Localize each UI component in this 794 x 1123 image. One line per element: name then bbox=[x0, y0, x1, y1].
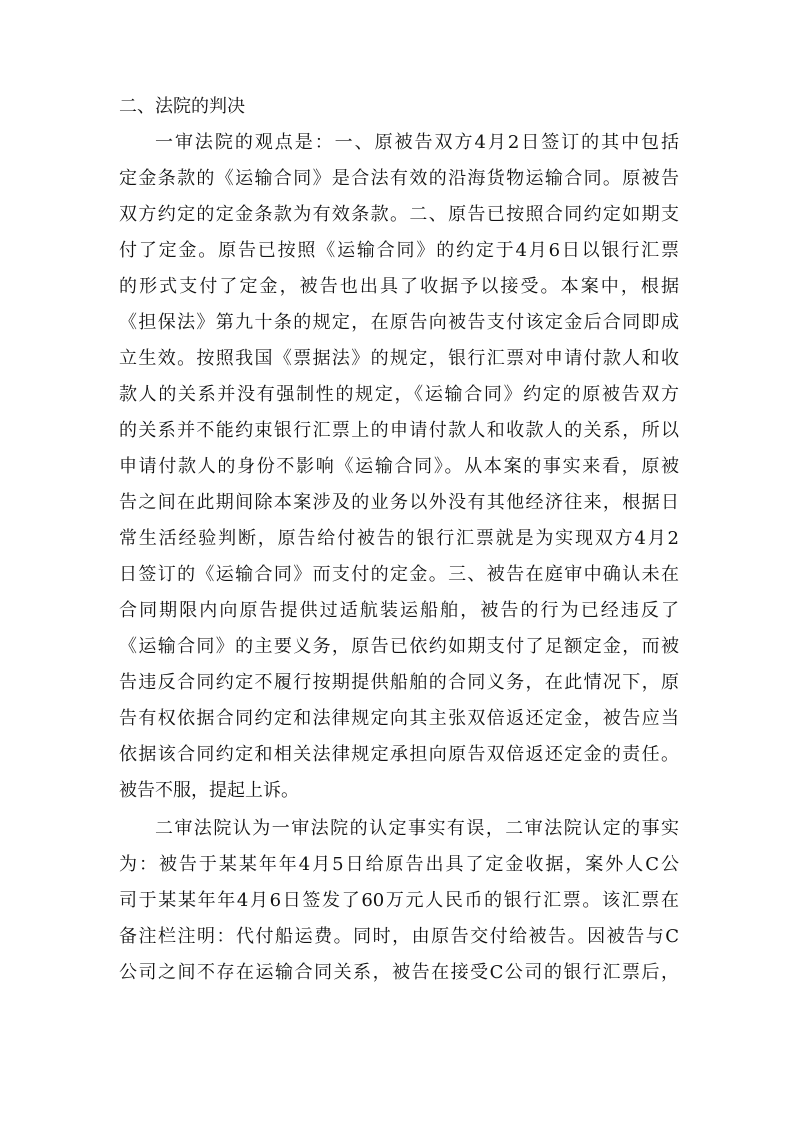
paragraph-line: 告有权依据合同约定和法律规定向其主张双倍返还定金，被告应当 bbox=[119, 708, 679, 729]
paragraph-line: 付了定金。原告已按照《运输合同》的约定于4月6日以银行汇票 bbox=[119, 240, 679, 261]
paragraph-line: 定金条款的《运输合同》是合法有效的沿海货物运输合同。原被告 bbox=[119, 168, 679, 189]
paragraph-line: 一审法院的观点是：一、原被告双方4月2日签订的其中包括 bbox=[155, 132, 679, 153]
paragraph-line: 日签订的《运输合同》而支付的定金。三、被告在庭审中确认未在 bbox=[119, 564, 679, 585]
paragraph-line: 申请付款人的身份不影响《运输合同》。从本案的事实来看，原被 bbox=[119, 456, 679, 477]
paragraph-line: 常生活经验判断，原告给付被告的银行汇票就是为实现双方4月2 bbox=[119, 528, 679, 549]
paragraph-line: 《运输合同》的主要义务，原告已依约如期支付了足额定金，而被 bbox=[119, 636, 679, 657]
paragraph-line: 《担保法》第九十条的规定，在原告向被告支付该定金后合同即成 bbox=[119, 312, 679, 333]
paragraph-line: 备注栏注明：代付船运费。同时，由原告交付给被告。因被告与C bbox=[119, 926, 679, 947]
paragraph-line: 二审法院认为一审法院的认定事实有误，二审法院认定的事实 bbox=[155, 818, 679, 839]
paragraph-line: 双方约定的定金条款为有效条款。二、原告已按照合同约定如期支 bbox=[119, 204, 679, 225]
paragraph-line: 为：被告于某某年年4月5日给原告出具了定金收据，案外人C公 bbox=[119, 854, 679, 875]
paragraph-line: 立生效。按照我国《票据法》的规定，银行汇票对申请付款人和收 bbox=[119, 348, 679, 369]
paragraph-line: 告之间在此期间除本案涉及的业务以外没有其他经济往来，根据日 bbox=[119, 492, 679, 513]
paragraph-line: 被告不服，提起上诉。 bbox=[119, 780, 299, 801]
paragraph-line: 公司之间不存在运输合同关系，被告在接受C公司的银行汇票后， bbox=[119, 962, 679, 983]
section-heading: 二、法院的判决 bbox=[119, 96, 245, 117]
paragraph-line: 的关系并不能约束银行汇票上的申请付款人和收款人的关系，所以 bbox=[119, 420, 679, 441]
paragraph-line: 司于某某年年4月6日签发了60万元人民币的银行汇票。该汇票在 bbox=[119, 890, 679, 911]
paragraph-line: 依据该合同约定和相关法律规定承担向原告双倍返还定金的责任。 bbox=[119, 744, 679, 765]
paragraph-line: 合同期限内向原告提供过适航装运船舶，被告的行为已经违反了 bbox=[119, 600, 679, 621]
paragraph-line: 告违反合同约定不履行按期提供船舶的合同义务，在此情况下，原 bbox=[119, 672, 679, 693]
paragraph-line: 的形式支付了定金，被告也出具了收据予以接受。本案中，根据 bbox=[119, 276, 679, 297]
paragraph-line: 款人的关系并没有强制性的规定，《运输合同》约定的原被告双方 bbox=[119, 384, 679, 405]
